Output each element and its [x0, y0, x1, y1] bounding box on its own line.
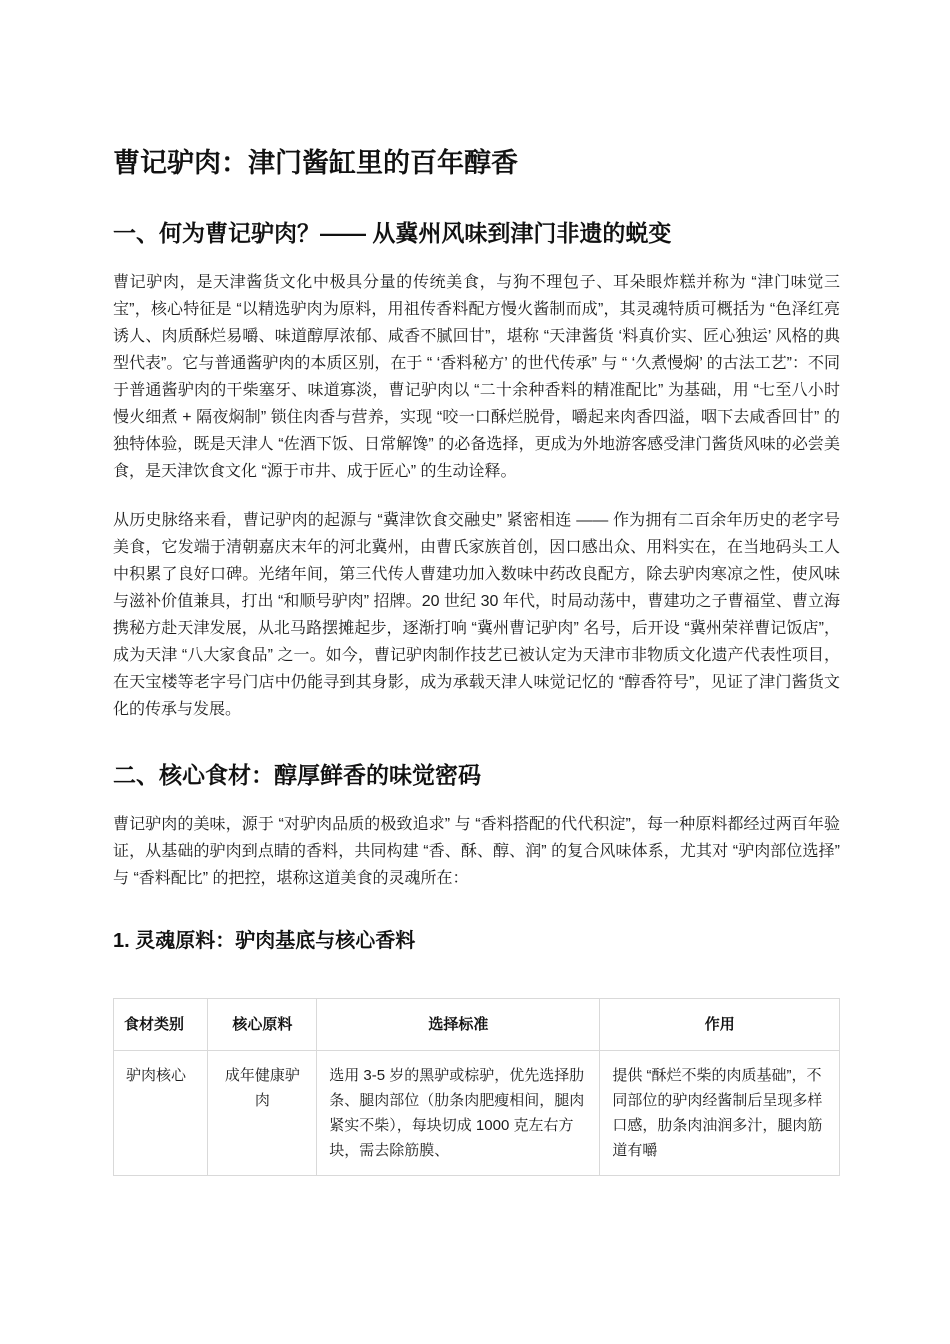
- ingredients-table: [113, 998, 840, 1176]
- table-header-ingredient-category: 食材类别: [114, 998, 208, 1050]
- section-1-paragraph-1: 曹记驴肉，是天津酱货文化中极具分量的传统美食，与狗不理包子、耳朵眼炸糕并称为 “津门味觉三宝”，核心特征是 “以精选驴肉为原料，用祖传香料配方慢火酱制而成”，其灵魂特质可概括为 “色泽红亮诱人、肉质酥烂易嚼、味道醇厚浓郁、咸香不腻回甘”，堪称 “天津酱货 ‘料真价实、匠心独运’ 风格的典型代表”。它与普通酱驴肉的本质区别，在于 “ ‘香料秘方’ 的世代传承” 与 “ ‘久煮慢焖’ 的古法工艺”：不同于普通酱驴肉的干柴塞牙、味道寡淡，曹记驴肉以 “二十余种香料的精准配比” 为基础，用 “七至八小时慢火细煮 + 隔夜焖制” 锁住肉香与营养，实现 “咬一口酥烂脱骨，嚼起来肉香四溢，咽下去咸香回甘” 的独特体验，既是天津人 “佐酒下饭、日常解馋” 的必备选择，更成为外地游客感受津门酱货风味的必尝美食，是天津饮食文化 “源于市井、成于匠心” 的生动诠释。: [113, 273, 840, 480]
- table-header-function: 作用: [600, 998, 840, 1050]
- table-cell-ingredient-category: 驴肉核心: [114, 1050, 208, 1175]
- document-title: 曹记驴肉：津门酱缸里的百年醇香: [113, 148, 518, 178]
- table-cell-core-ingredient: 成年健康驴肉: [208, 1050, 317, 1175]
- table-row: [114, 1050, 840, 1175]
- table-header-row: [114, 998, 840, 1050]
- section-2-heading: 二、核心食材：醇厚鲜香的味觉密码: [113, 761, 481, 788]
- table-cell-function: 提供 “酥烂不柴的肉质基础”，不同部位的驴肉经酱制后呈现多样口感，肋条肉油润多汁，腿肉筋道有嚼: [600, 1050, 840, 1175]
- table-cell-selection-standard: 选用 3-5 岁的黑驴或棕驴，优先选择肋条、腿肉部位（肋条肉肥瘦相间，腿肉紧实不柴），每块切成 1000 克左右方块，需去除筋膜、: [317, 1050, 600, 1175]
- section-1-paragraph-2: 从历史脉络来看，曹记驴肉的起源与 “冀津饮食交融史” 紧密相连 —— 作为拥有二百余年历史的老字号美食，它发端于清朝嘉庆末年的河北冀州，由曹氏家族首创，因口感出众、用料实在，在当地码头工人中积累了良好口碑。光绪年间，第三代传人曹建功加入数味中药改良配方，除去驴肉寒凉之性，使风味与滋补价值兼具，打出 “和顺号驴肉” 招牌。20 世纪 30 年代，时局动荡中，曹建功之子曹福堂、曹立海携秘方赴天津发展，从北马路摆摊起步，逐渐打响 “冀州曹记驴肉” 名号，后开设 “冀州荣祥曹记饭店”，成为天津 “八大家食品” 之一。如今，曹记驴肉制作技艺已被认定为天津市非物质文化遗产代表性项目，在天宝楼等老字号门店中仍能寻到其身影，成为承载天津人味觉记忆的 “醇香符号”，见证了津门酱货文化的传承与发展。: [113, 511, 840, 718]
- section-1-heading: 一、何为曹记驴肉？—— 从冀州风味到津门非遗的蜕变: [113, 220, 672, 247]
- subsection-1-heading: 1. 灵魂原料：驴肉基底与核心香料: [113, 929, 416, 952]
- section-2-paragraph-1: 曹记驴肉的美味，源于 “对驴肉品质的极致追求” 与 “香料搭配的代代积淀”，每一种原料都经过两百年验证，从基础的驴肉到点睛的香料，共同构建 “香、酥、醇、润” 的复合风味体系，尤其对 “驴肉部位选择” 与 “香料配比” 的把控，堪称这道美食的灵魂所在：: [113, 815, 840, 887]
- table-header-core-ingredient: 核心原料: [208, 998, 317, 1050]
- table-header-selection-standard: 选择标准: [317, 998, 600, 1050]
